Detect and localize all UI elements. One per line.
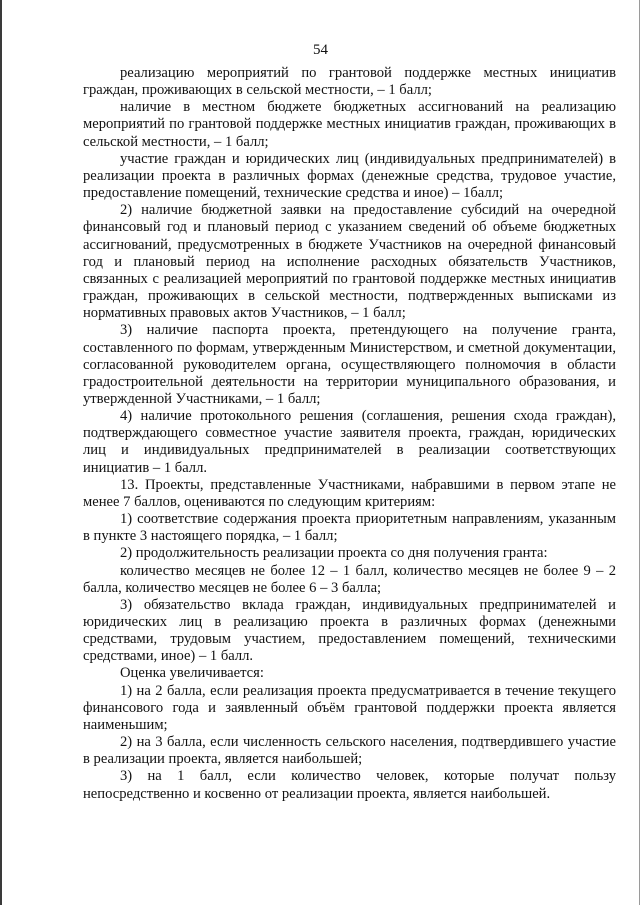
document-body bbox=[83, 65, 616, 803]
paragraph: реализацию мероприятий по грантовой поддержке местных инициатив граждан, проживающих в сельской местности, – 1 балл; bbox=[83, 65, 616, 99]
paragraph: количество месяцев не более 12 – 1 балл, количество месяцев не более 9 – 2 балла, количество месяцев не более 6 – 3 балла; bbox=[83, 562, 616, 596]
paragraph: наличие в местном бюджете бюджетных ассигнований на реализацию мероприятий по грантовой поддержке местных инициатив граждан, проживающих в сельской местности, – 1 балл; bbox=[83, 99, 616, 150]
paragraph: 1) на 2 балла, если реализация проекта предусматривается в течение текущего финансового года и заявленный объём грантовой поддержки проекта является наименьшим; bbox=[83, 682, 616, 733]
paragraph: 4) наличие протокольного решения (соглашения, решения схода граждан), подтверждающего совместное участие заявителя проекта, граждан, юридических лиц и индивидуальных предпринимателей в реализации соответствующих инициатив – 1 балл. bbox=[83, 408, 616, 476]
page-number: 54 bbox=[313, 42, 328, 58]
paragraph: 3) на 1 балл, если количество человек, которые получат пользу непосредственно и косвенно от реализации проекта, является наибольшей. bbox=[83, 768, 616, 802]
paragraph: 2) на 3 балла, если численность сельского населения, подтвердившего участие в реализации проекта, является наибольшей; bbox=[83, 734, 616, 768]
paragraph: Оценка увеличивается: bbox=[120, 665, 264, 682]
paragraph: 2) наличие бюджетной заявки на предоставление субсидий на очередной финансовый год и плановый период с указанием сведений об объеме бюджетных ассигнований, предусмотренных в бюджете Участников на очередной финансовый год и плановый период на исполнение расходных обязательств Участников, связанных с реализацией мероприятий по грантовой поддержке местных инициатив граждан, проживающих в сельской местности, подтвержденных выписками из нормативных правовых актов Участников, – 1 балл; bbox=[83, 202, 616, 322]
paragraph: 13. Проекты, представленные Участниками, набравшими в первом этапе не менее 7 баллов, оцениваются по следующим критериям: bbox=[83, 476, 616, 510]
paragraph: 3) наличие паспорта проекта, претендующего на получение гранта, составленного по формам, утвержденным Министерством, и сметной документации, согласованной руководителем органа, осуществляющего полномочия в области градостроительной деятельности на территории муниципального образования, и утвержденной Участниками, – 1 балл; bbox=[83, 322, 616, 407]
paragraph: 2) продолжительность реализации проекта со дня получения гранта: bbox=[120, 545, 548, 562]
paragraph: 3) обязательство вклада граждан, индивидуальных предпринимателей и юридических лиц в реализацию проекта в различных формах (денежными средствами, трудовым участием, предоставлением помещений, техническими средствами, иное) – 1 балл. bbox=[83, 596, 616, 665]
paragraph: участие граждан и юридических лиц (индивидуальных предпринимателей) в реализации проекта в различных формах (денежные средства, трудовое участие, предоставление помещений, технические средства и иное) – 1балл; bbox=[83, 150, 616, 202]
paragraph: 1) соответствие содержания проекта приоритетным направлениям, указанным в пункте 3 настоящего порядка, – 1 балл; bbox=[83, 511, 616, 545]
